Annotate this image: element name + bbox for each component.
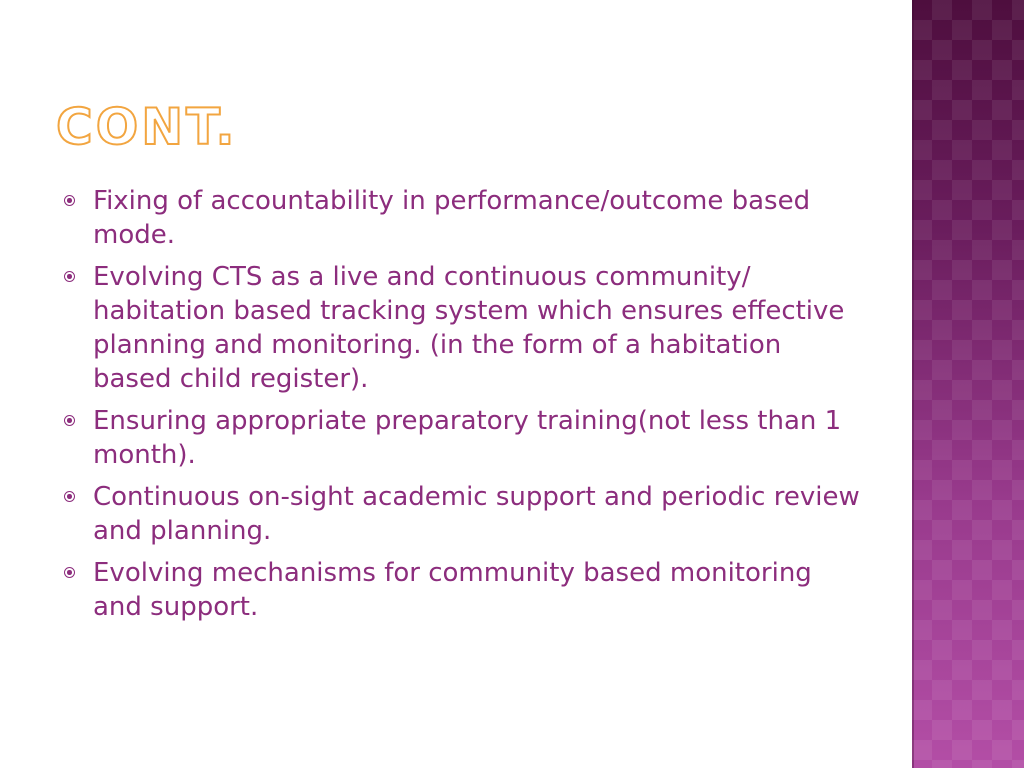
bullet-text: Ensuring appropriate preparatory training(not less than 1 month). xyxy=(93,406,842,470)
bullet-item xyxy=(62,260,862,396)
bullet-text: Continuous on-sight academic support and periodic review and planning. xyxy=(93,482,860,546)
bullet-item xyxy=(62,184,862,252)
bullet-item xyxy=(62,480,862,548)
circled-dot-bullet-icon xyxy=(64,195,75,206)
bullet-text: Evolving mechanisms for community based monitoring and support. xyxy=(93,558,812,622)
circled-dot-bullet-icon xyxy=(64,271,75,282)
bullet-text: Fixing of accountability in performance/outcome based mode. xyxy=(93,186,811,250)
side-band-edge xyxy=(912,0,914,768)
decorative-side-band xyxy=(912,0,1024,768)
bullet-text: Evolving CTS as a live and continuous community/ habitation based tracking system which ensures effective planning and monitoring. (in the form of a habitation based child register). xyxy=(93,262,845,394)
circled-dot-bullet-icon xyxy=(64,415,75,426)
bullet-list xyxy=(62,184,862,632)
circled-dot-bullet-icon xyxy=(64,567,75,578)
bullet-item xyxy=(62,404,862,472)
circled-dot-bullet-icon xyxy=(64,491,75,502)
slide-title: CONT. xyxy=(56,98,238,156)
bullet-item xyxy=(62,556,862,624)
